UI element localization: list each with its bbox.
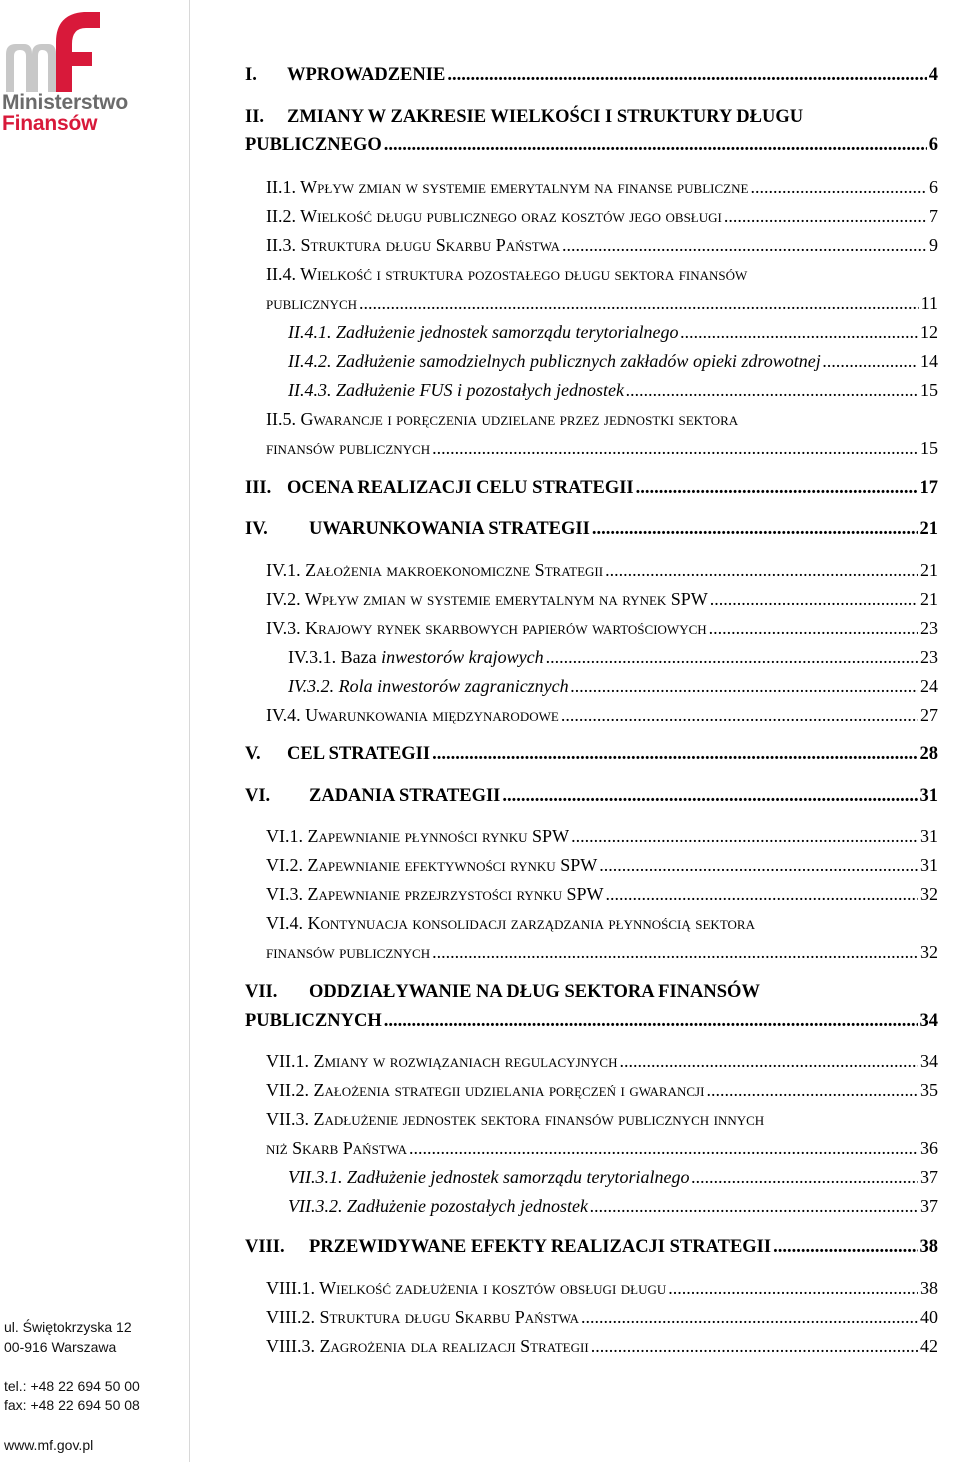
toc-leader bbox=[592, 518, 918, 540]
toc-label: niż Skarb Państwa bbox=[266, 1138, 407, 1158]
toc-entry-viii[interactable] bbox=[245, 1236, 938, 1258]
toc-entry-ii-1[interactable] bbox=[266, 176, 938, 198]
toc-page: 15 bbox=[920, 438, 938, 458]
toc-leader bbox=[546, 646, 918, 668]
toc-label: VII.3.1. Zadłużenie jednostek samorządu terytorialnego bbox=[288, 1167, 690, 1187]
toc-leader bbox=[706, 1079, 918, 1101]
toc-entry-ii-4-3[interactable] bbox=[288, 379, 938, 401]
toc-label: II.1. Wpływ zmian w systemie emerytalnym na finanse publiczne bbox=[266, 177, 749, 197]
toc-page: 40 bbox=[920, 1307, 938, 1327]
toc-leader bbox=[636, 477, 918, 499]
toc-leader bbox=[432, 743, 917, 765]
toc-entry-ii-4-2[interactable] bbox=[288, 350, 938, 372]
toc-page: 21 bbox=[919, 519, 938, 539]
toc-label: VI.1. Zapewnianie płynności rynku SPW bbox=[266, 826, 570, 846]
toc-label: VIII.2. Struktura długu Skarbu Państwa bbox=[266, 1307, 579, 1327]
toc-entry-ii-5-line1[interactable]: II.5. Gwarancje i poręczenia udzielane przez jednostki sektora bbox=[266, 409, 739, 429]
toc-leader bbox=[691, 1166, 918, 1188]
toc-label: VII.3.2. Zadłużenie pozostałych jednostek bbox=[288, 1196, 588, 1216]
toc-entry-iv-3[interactable] bbox=[266, 617, 938, 639]
toc-leader bbox=[359, 292, 919, 314]
toc-entry-v[interactable] bbox=[245, 743, 938, 765]
toc-page: 4 bbox=[928, 65, 938, 85]
toc-leader bbox=[571, 825, 918, 847]
toc-num: III. bbox=[245, 478, 272, 498]
toc-label: IV.1. Założenia makroekonomiczne Strategii bbox=[266, 560, 604, 580]
toc-page: 11 bbox=[920, 293, 938, 313]
toc-page: 21 bbox=[920, 560, 938, 580]
toc-label: VI.2. Zapewnianie efektywności rynku SPW bbox=[266, 855, 598, 875]
toc-page: 23 bbox=[920, 647, 938, 667]
toc-entry-vii-2[interactable] bbox=[266, 1079, 938, 1101]
toc-leader bbox=[619, 1050, 918, 1072]
toc-leader bbox=[724, 205, 927, 227]
toc-label: OCENA REALIZACJI CELU STRATEGII bbox=[287, 478, 634, 498]
toc-entry-ii-2[interactable] bbox=[266, 205, 938, 227]
toc-entry-vi-1[interactable] bbox=[266, 825, 938, 847]
toc-entry-vii[interactable] bbox=[245, 1010, 938, 1032]
toc-page: 15 bbox=[920, 380, 938, 400]
toc-page: 42 bbox=[920, 1336, 938, 1356]
toc-label: II.4.1. Zadłużenie jednostek samorządu terytorialnego bbox=[288, 322, 679, 342]
toc-num: IV.3.1. Baza bbox=[288, 647, 382, 667]
toc-label: VIII.3. Zagrożenia dla realizacji Strategii bbox=[266, 1336, 589, 1356]
toc-num: VIII. bbox=[245, 1237, 285, 1257]
toc-page: 32 bbox=[920, 884, 938, 904]
toc-entry-vi-3[interactable] bbox=[266, 883, 938, 905]
toc-page: 35 bbox=[920, 1080, 938, 1100]
toc-page: 31 bbox=[919, 786, 938, 806]
toc-num: VI. bbox=[245, 786, 271, 806]
toc-label: publicznych bbox=[266, 293, 358, 313]
toc-page: 31 bbox=[920, 855, 938, 875]
toc-entry-vi-2[interactable] bbox=[266, 854, 938, 876]
address-city: 00-916 Warszawa bbox=[4, 1339, 117, 1355]
toc-label: VII.2. Założenia strategii udzielania poręczeń i gwarancji bbox=[266, 1080, 705, 1100]
phone-number: tel.: +48 22 694 50 00 bbox=[4, 1378, 140, 1394]
toc-page: 31 bbox=[920, 826, 938, 846]
toc-leader bbox=[709, 617, 918, 639]
toc-label: PUBLICZNYCH bbox=[245, 1011, 382, 1031]
toc-leader bbox=[605, 559, 918, 581]
toc-entry-viii-2[interactable] bbox=[266, 1306, 938, 1328]
toc-leader bbox=[562, 234, 927, 256]
toc-page: 24 bbox=[920, 676, 938, 696]
toc-label: IV.2. Wpływ zmian w systemie emerytalnym na rynek SPW bbox=[266, 589, 708, 609]
toc-page: 34 bbox=[920, 1051, 938, 1071]
toc-leader bbox=[773, 1236, 917, 1258]
toc-label: finansów publicznych bbox=[266, 942, 431, 962]
toc-num: VII. bbox=[245, 982, 278, 1002]
toc-label: II.4.2. Zadłużenie samodzielnych publicznych zakładów opieki zdrowotnej bbox=[288, 351, 821, 371]
toc-leader bbox=[590, 1195, 918, 1217]
toc-label: IV.3.2. Rola inwestorów zagranicznych bbox=[288, 676, 569, 696]
toc-entry-ii-4-line1[interactable]: II.4. Wielkość i struktura pozostałego długu sektora finansów bbox=[266, 264, 748, 284]
toc-label: finansów publicznych bbox=[266, 438, 431, 458]
toc-label: inwestorów krajowych bbox=[381, 647, 544, 667]
logo-text-ministerstwo: Ministerstwo bbox=[2, 91, 128, 114]
toc-label: ZADANIA STRATEGII bbox=[309, 786, 501, 806]
toc-page: 34 bbox=[919, 1011, 938, 1031]
toc-label: UWARUNKOWANIA STRATEGII bbox=[309, 519, 590, 539]
toc-page: 28 bbox=[919, 744, 938, 764]
toc-page: 32 bbox=[920, 942, 938, 962]
toc-leader bbox=[599, 854, 918, 876]
toc-page: 27 bbox=[920, 705, 938, 725]
toc-label: WPROWADZENIE bbox=[287, 65, 446, 85]
toc-leader bbox=[502, 785, 917, 807]
toc-page: 6 bbox=[928, 135, 938, 155]
toc-leader bbox=[606, 883, 919, 905]
toc-entry-iv-1[interactable] bbox=[266, 559, 938, 581]
toc-label: II.3. Struktura długu Skarbu Państwa bbox=[266, 235, 560, 255]
toc-page: 38 bbox=[920, 1278, 938, 1298]
toc-leader bbox=[581, 1306, 918, 1328]
toc-entry-iv-3-1[interactable] bbox=[288, 646, 938, 668]
toc-entry-iii[interactable] bbox=[245, 477, 938, 499]
toc-page: 37 bbox=[920, 1196, 938, 1216]
toc-label: VII.1. Zmiany w rozwiązaniach regulacyjnych bbox=[266, 1051, 618, 1071]
toc-leader bbox=[626, 379, 918, 401]
toc-leader bbox=[680, 321, 918, 343]
toc-leader bbox=[668, 1277, 918, 1299]
toc-page: 37 bbox=[920, 1167, 938, 1187]
toc-entry-vi-4[interactable] bbox=[266, 941, 938, 963]
toc-entry-iv[interactable] bbox=[245, 518, 938, 540]
toc-label: ODDZIAŁYWANIE NA DŁUG SEKTORA FINANSÓW bbox=[309, 982, 760, 1002]
toc-page: 21 bbox=[920, 589, 938, 609]
toc-page: 6 bbox=[929, 177, 938, 197]
toc-leader bbox=[432, 437, 918, 459]
toc-entry-iv-2[interactable] bbox=[266, 588, 938, 610]
toc-entry-vi[interactable] bbox=[245, 785, 938, 807]
toc-leader bbox=[750, 176, 927, 198]
toc-page: 12 bbox=[920, 322, 938, 342]
fax-number: fax: +48 22 694 50 08 bbox=[4, 1397, 140, 1413]
toc-leader bbox=[384, 134, 927, 156]
toc-leader bbox=[710, 588, 918, 610]
toc-entry-vii-3-line1[interactable]: VII.3. Zadłużenie jednostek sektora finansów publicznych innych bbox=[266, 1109, 765, 1129]
toc-entry-iv-3-2[interactable] bbox=[288, 675, 938, 697]
toc-entry-vii-1[interactable] bbox=[266, 1050, 938, 1072]
toc-label: VIII.1. Wielkość zadłużenia i kosztów obsługi długu bbox=[266, 1278, 667, 1298]
toc-entry-ii-4[interactable] bbox=[266, 292, 938, 314]
toc-entry-vii-3[interactable] bbox=[266, 1137, 938, 1159]
toc-page: 36 bbox=[920, 1138, 938, 1158]
toc-entry-ii[interactable] bbox=[245, 134, 938, 156]
toc-leader bbox=[384, 1010, 918, 1032]
toc-num: I. bbox=[245, 65, 257, 85]
toc-entry-vi-4-line1[interactable]: VI.4. Kontynuacja konsolidacji zarządzania płynnością sektora bbox=[266, 913, 755, 933]
logo-text-finansow: Finansów bbox=[2, 112, 98, 135]
toc-leader bbox=[561, 704, 918, 726]
toc-label: PRZEWIDYWANE EFEKTY REALIZACJI STRATEGII bbox=[309, 1237, 772, 1257]
toc-entry-ii-line1[interactable] bbox=[245, 106, 938, 128]
toc-entry-ii-3[interactable] bbox=[266, 234, 938, 256]
toc-label: PUBLICZNEGO bbox=[245, 135, 382, 155]
toc-entry-viii-1[interactable] bbox=[266, 1277, 938, 1299]
toc-entry-i[interactable] bbox=[245, 64, 938, 86]
toc-leader bbox=[571, 675, 918, 697]
toc-label: CEL STRATEGII bbox=[287, 744, 431, 764]
toc-label: II.4.3. Zadłużenie FUS i pozostałych jednostek bbox=[288, 380, 624, 400]
toc-leader bbox=[447, 64, 926, 86]
toc-label: IV.4. Uwarunkowania międzynarodowe bbox=[266, 705, 559, 725]
toc-page: 14 bbox=[920, 351, 938, 371]
toc-label: VI.3. Zapewnianie przejrzystości rynku SPW bbox=[266, 884, 604, 904]
toc-entry-iv-4[interactable] bbox=[266, 704, 938, 726]
toc-page: 9 bbox=[929, 235, 938, 255]
website-link[interactable]: www.mf.gov.pl bbox=[4, 1437, 94, 1453]
toc-entry-vii-3-1[interactable] bbox=[288, 1166, 938, 1188]
toc-entry-viii-3[interactable] bbox=[266, 1335, 938, 1357]
toc-label: ZMIANY W ZAKRESIE WIELKOŚCI I STRUKTURY DŁUGU bbox=[287, 107, 804, 127]
toc-num: II. bbox=[245, 107, 265, 127]
toc-entry-ii-4-1[interactable] bbox=[288, 321, 938, 343]
toc-page: 38 bbox=[919, 1237, 938, 1257]
toc-leader bbox=[432, 941, 918, 963]
toc-page: 23 bbox=[920, 618, 938, 638]
toc-entry-vii-line1[interactable] bbox=[245, 981, 938, 1003]
address-street: ul. Świętokrzyska 12 bbox=[4, 1319, 132, 1335]
toc-page: 17 bbox=[919, 478, 938, 498]
toc-num: V. bbox=[245, 744, 261, 764]
toc-leader bbox=[823, 350, 918, 372]
toc-num: IV. bbox=[245, 519, 268, 539]
toc-leader bbox=[591, 1335, 918, 1357]
toc-entry-ii-5[interactable] bbox=[266, 437, 938, 459]
toc-label: IV.3. Krajowy rynek skarbowych papierów wartościowych bbox=[266, 618, 707, 638]
toc-label: II.2. Wielkość długu publicznego oraz kosztów jego obsługi bbox=[266, 206, 722, 226]
toc-page: 7 bbox=[929, 206, 938, 226]
toc-entry-vii-3-2[interactable] bbox=[288, 1195, 938, 1217]
toc-leader bbox=[409, 1137, 918, 1159]
